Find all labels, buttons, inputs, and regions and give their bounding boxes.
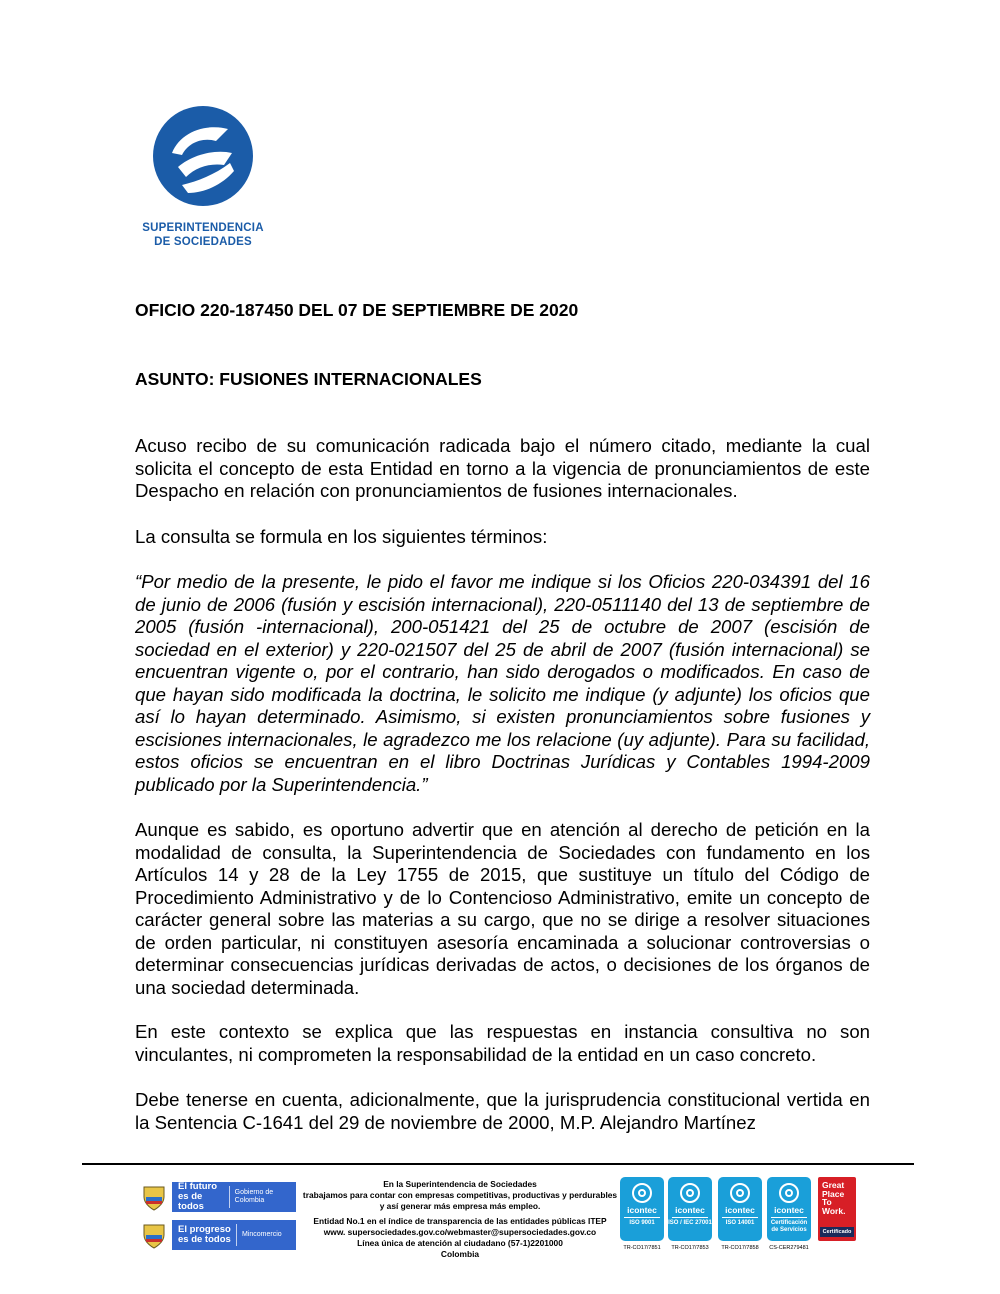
footer-phone: Línea única de atención al ciudadano (57-1)2201000	[357, 1238, 563, 1248]
paragraph-2: La consulta se formula en los siguientes términos:	[135, 526, 548, 547]
cert-code: TR-CO17/7853	[671, 1245, 709, 1251]
footer-line: Colombia	[440, 1249, 480, 1259]
gov-badge-slogan: El progreso es de todos	[178, 1224, 231, 1245]
subject-heading: ASUNTO: FUSIONES INTERNACIONALES	[135, 369, 482, 389]
gov-badge-entity: Mincomercio	[242, 1231, 282, 1238]
icontec-icon	[730, 1183, 750, 1203]
cert-code: CS-CER279481	[769, 1245, 809, 1251]
icontec-services-badge: icontec Certificación de Servicios	[767, 1177, 811, 1241]
footer-divider	[82, 1163, 914, 1165]
colombia-shield-icon	[140, 1182, 168, 1212]
footer-line: En la Superintendencia de Sociedades	[383, 1179, 537, 1189]
gov-badge-progreso	[140, 1218, 296, 1252]
superintendencia-logo	[136, 105, 270, 250]
icontec-iso27001-badge: icontec ISO / IEC 27001	[668, 1177, 712, 1241]
cert-code: TR-CO17/7851	[623, 1245, 661, 1251]
footer-line: Entidad No.1 en el índice de transparencia de las entidades públicas ITEP	[313, 1216, 607, 1226]
cert-code: TR-CO17/7858	[721, 1245, 759, 1251]
footer-line: trabajamos para contar con empresas competitivas, productivas y perdurables	[302, 1190, 618, 1200]
footer-website: www. supersociedades.gov.co/webmaster@supersociedades.gov.co	[323, 1227, 597, 1237]
footer-contact-text	[300, 1179, 620, 1260]
footer-line: y así generar más empresa más empleo.	[379, 1201, 541, 1211]
gov-badge-futuro	[140, 1180, 296, 1214]
gptw-certified-label: Certificado	[820, 1227, 854, 1237]
logo-line-1: SUPERINTENDENCIA	[142, 222, 264, 234]
icontec-iso9001-badge: icontec ISO 9001	[620, 1177, 664, 1241]
paragraph-1: Acuso recibo de su comunicación radicada bajo el número citado, mediante la cual solicita el concepto de esta Entidad en torno a la vigencia de pronunciamientos de este Despacho en relación con pronunciamientos de fusiones internacionales.	[135, 435, 870, 501]
logo-emblem-icon	[152, 105, 254, 207]
paragraph-5: En este contexto se explica que las respuestas en instancia consultiva no son vinculantes, ni comprometen la responsabilidad de la entidad en un caso concreto.	[135, 1021, 870, 1065]
icontec-iso14001-badge: icontec ISO 14001	[718, 1177, 762, 1241]
gptw-title: Great Place To Work.	[822, 1180, 846, 1216]
icontec-icon	[680, 1183, 700, 1203]
paragraph-6: Debe tenerse en cuenta, adicionalmente, que la jurisprudencia constitucional vertida en la Sentencia C-1641 del 29 de noviembre de 2000, M.P. Alejandro Martínez	[135, 1089, 870, 1133]
document-reference-title: OFICIO 220-187450 DEL 07 DE SEPTIEMBRE DE 2020	[135, 300, 579, 320]
colombia-shield-icon	[140, 1220, 168, 1250]
icontec-icon	[632, 1183, 652, 1203]
gov-badge-slogan: El futuro es de todos	[178, 1181, 218, 1212]
great-place-to-work-badge	[818, 1177, 856, 1241]
paragraph-4: Aunque es sabido, es oportuno advertir que en atención al derecho de petición en la modalidad de consulta, la Superintendencia de Sociedades con fundamento en los Artículos 14 y 28 de la Ley 1755 de 2015, que sustituye un título del Código de Procedimiento Administrativo y de lo Contencioso Administrativo, emite un concepto de carácter general sobre las materias a su cargo, que no se dirige a resolver situaciones de orden particular, ni constituyen asesoría encaminada a solucionar controversias o determinar consecuencias jurídicas derivadas de actos, o decisiones de los órganos de una sociedad determinada.	[135, 819, 870, 998]
logo-line-2: DE SOCIEDADES	[154, 236, 252, 248]
quoted-consultation: “Por medio de la presente, le pido el favor me indique si los Oficios 220-034391 del 16 de junio de 2006 (fusión y escisión internacional), 220-0511140 del 13 de septiembre de 2005 (fusión -internacional), 200-051421 del 25 de octubre de 2007 (escisión de sociedad en el exterior) y 220-021507 del 25 de abril de 2007 (fusión internacional) se encuentran vigente o, por el contrario, han sido derogados o modificados. En caso de que hayan sido modificada la doctrina, le solicito me indique (y adjunte) los oficios que así lo hayan determinado. Asimismo, si existen pronunciamientos sobre fusiones y escisiones internacionales, le agradezco me los relacione (uy adjunte). Para su facilidad, estos oficios se encuentran en el libro Doctrinas Jurídicas y Contables 1994-2009 publicado por la Superintendencia.”	[135, 571, 870, 795]
icontec-icon	[779, 1183, 799, 1203]
gov-badge-entity: Gobierno de Colombia	[234, 1189, 274, 1204]
